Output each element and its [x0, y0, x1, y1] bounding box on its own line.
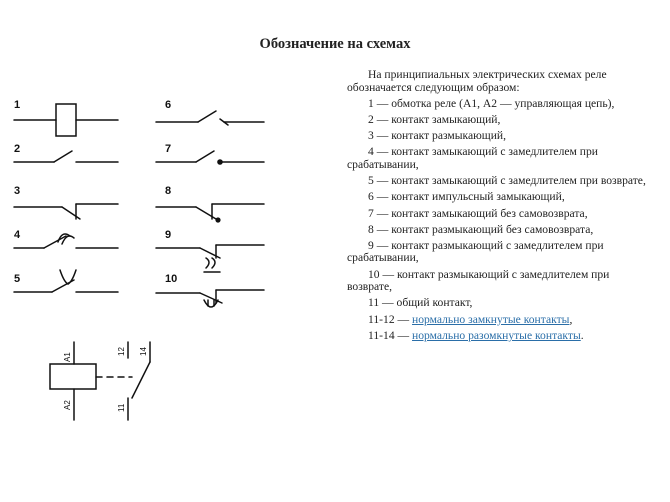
contact-label-11: 11: [117, 403, 126, 412]
list-item-11-12: [347, 314, 647, 327]
list-item-3: 3 — контакт размыкающий,: [368, 129, 507, 143]
list-item-2: 2 — контакт замыкающий,: [368, 112, 501, 126]
item-11-14-suffix: .: [580, 328, 584, 342]
symbol-2-make-contact: [14, 151, 118, 162]
normally-open-link[interactable]: нормально разомкнутые контакты: [412, 328, 581, 342]
symbol-7-make-no-return: [156, 151, 264, 162]
list-item-11: 11 — общий контакт,: [368, 296, 473, 310]
symbol-10-break-delay-release: [156, 290, 264, 307]
symbol-9-break-delay-operate: [156, 245, 264, 272]
symbol-label-1: 1: [14, 99, 21, 111]
list-item-6: 6 — контакт импульсный замыкающий,: [368, 190, 565, 204]
list-item-5: 5 — контакт замыкающий с замедлителем при возврате,: [368, 174, 646, 188]
symbol-8-break-no-return: [156, 204, 264, 219]
contact-label-14: 14: [139, 347, 148, 356]
symbol-label-9: 9: [165, 229, 172, 241]
list-item-1: 1 — обмотка реле (А1, А2 — управляющая цепь),: [368, 96, 615, 110]
list-item-8: 8 — контакт размыкающий без самовозврата,: [368, 222, 594, 236]
list-item-10: 10 — контакт размыкающий с замедлителем при возврате,: [347, 267, 610, 294]
list-item-11-14: [347, 330, 647, 343]
symbol-6-impulse-make: [156, 111, 264, 125]
item-11-12-prefix: 11-12 —: [368, 312, 413, 326]
symbol-label-6: 6: [165, 99, 172, 111]
symbol-4-make-delay-operate: [14, 234, 118, 248]
item-11-12-suffix: ,: [569, 312, 573, 326]
contact-label-12: 12: [117, 347, 126, 356]
symbol-label-3: 3: [14, 185, 21, 197]
intro-paragraph: На принципиальных электрических схемах реле обозначается следующим образом:: [347, 68, 607, 94]
coil-label-a2: A2: [63, 400, 72, 410]
symbol-label-2: 2: [14, 143, 21, 155]
list-item-7: 7 — контакт замыкающий без самовозврата,: [368, 206, 588, 220]
list-item-4: 4 — контакт замыкающий с замедлителем при срабатывании,: [347, 145, 598, 171]
symbol-label-4: 4: [14, 229, 21, 241]
symbol-3-break-contact: [14, 204, 118, 219]
symbol-label-10: 10: [165, 273, 178, 285]
coil-label-a1: A1: [63, 352, 72, 362]
item-11-14-prefix: 11-14 —: [368, 328, 413, 342]
symbol-label-5: 5: [14, 273, 21, 285]
symbol-label-7: 7: [165, 143, 172, 155]
list-item-9: 9 — контакт размыкающий с замедлителем при срабатывании,: [347, 238, 604, 265]
symbol-label-8: 8: [165, 185, 172, 197]
symbol-1-coil: [14, 104, 118, 136]
page-title: Обозначение на схемах: [259, 36, 411, 52]
symbol-5-make-delay-release: [14, 270, 118, 292]
description-text: [347, 69, 647, 346]
normally-closed-link[interactable]: нормально замкнутые контакты: [412, 312, 570, 326]
